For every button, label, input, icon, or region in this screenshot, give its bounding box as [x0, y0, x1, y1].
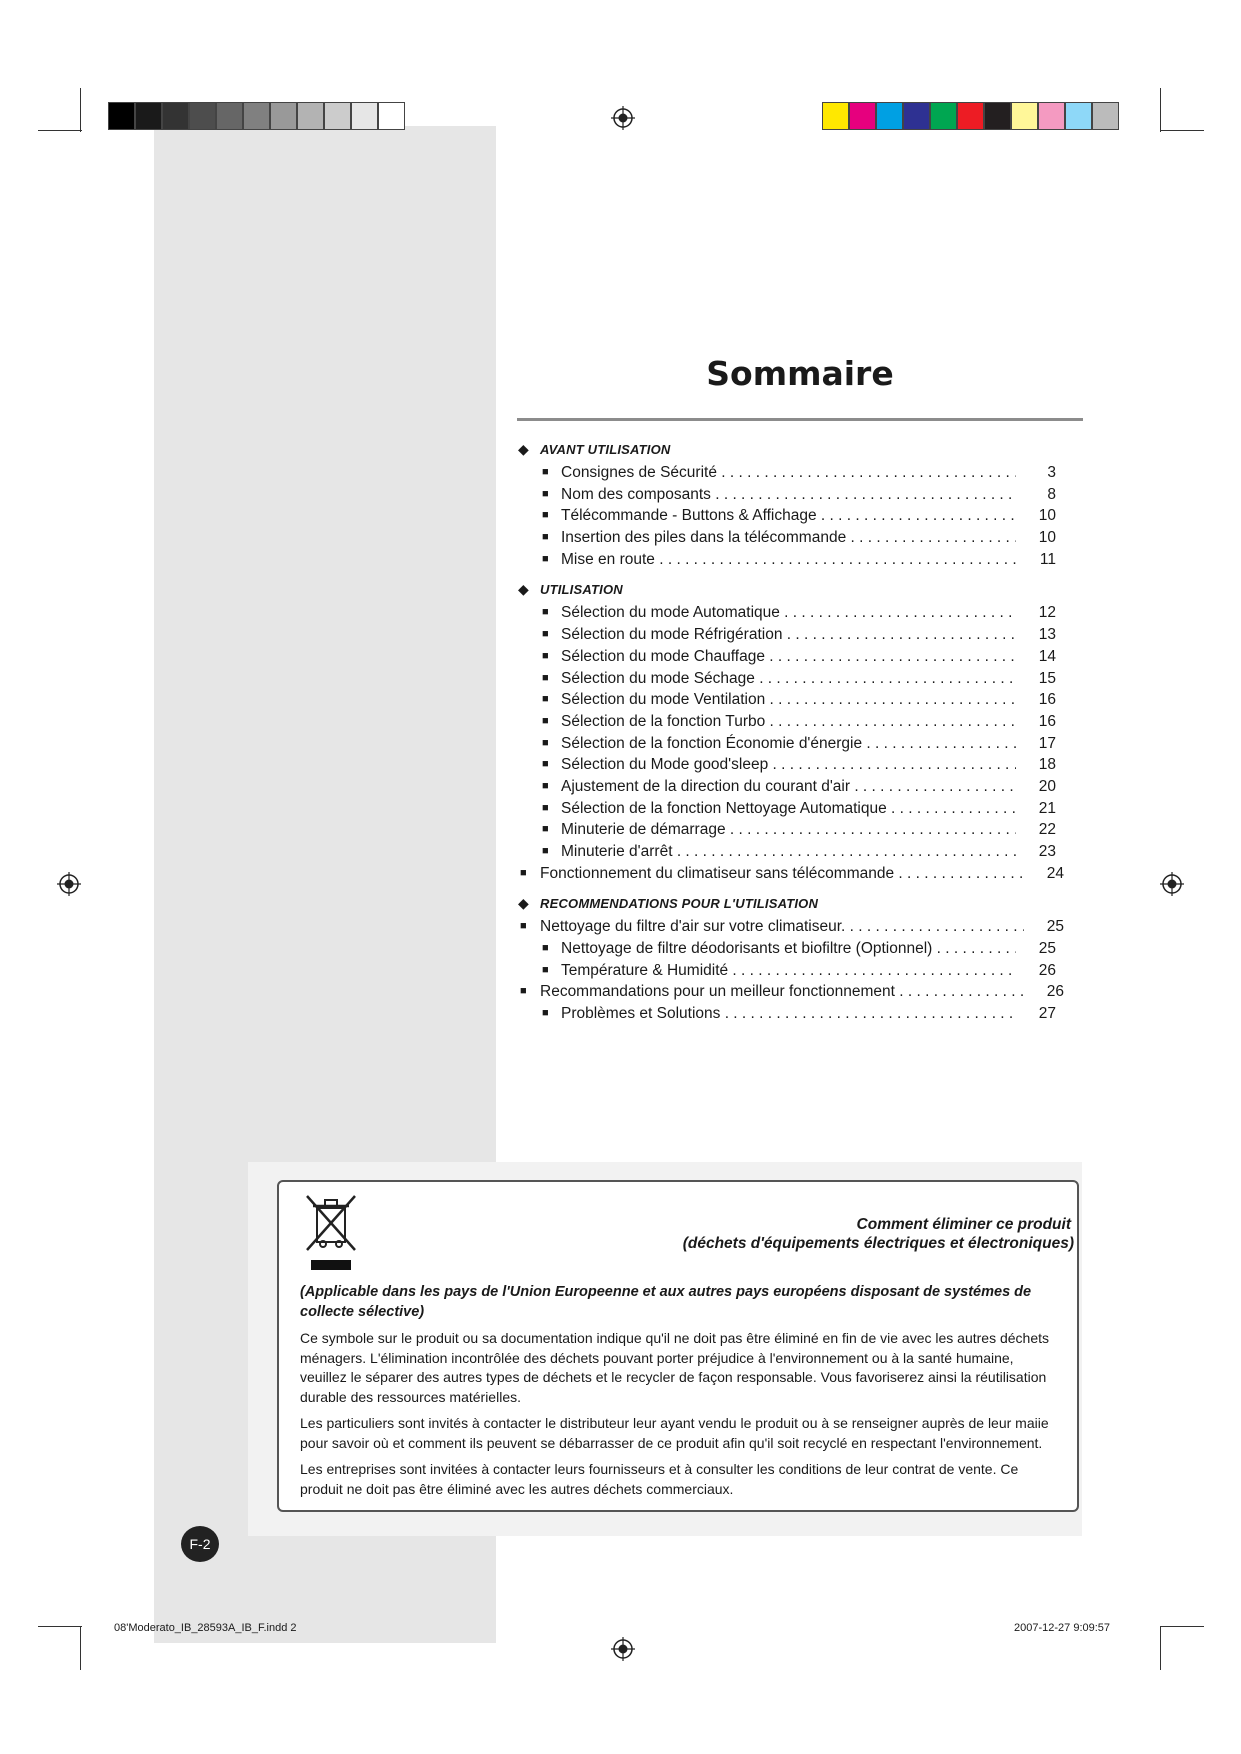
- gray-swatch: [216, 102, 243, 130]
- crop-mark: [38, 1626, 82, 1627]
- toc-entry-page: 27: [1038, 1005, 1056, 1023]
- gray-swatch: [135, 102, 162, 130]
- square-bullet-icon: ■: [542, 671, 549, 684]
- diamond-bullet-icon: ◆: [518, 441, 529, 457]
- toc-section-title: RECOMMENDATIONS POUR L'UTILISATION: [540, 896, 819, 912]
- page-title: Sommaire: [706, 354, 894, 393]
- toc-entry[interactable]: [512, 776, 1072, 798]
- square-bullet-icon: ■: [542, 531, 549, 544]
- toc-entry-page: 17: [1038, 734, 1056, 752]
- gray-swatch: [378, 102, 405, 130]
- toc-entry[interactable]: [512, 668, 1072, 690]
- square-bullet-icon: ■: [542, 487, 549, 500]
- square-bullet-icon: ■: [542, 823, 549, 836]
- toc-entry[interactable]: [512, 462, 1072, 484]
- color-swatch: [1065, 102, 1092, 130]
- toc-entry-label: Minuterie d'arrêt . . .: [561, 841, 1016, 863]
- toc-entry-page: 14: [1038, 647, 1056, 665]
- crossed-bin-icon: [301, 1192, 361, 1276]
- square-bullet-icon: ■: [520, 866, 527, 879]
- toc-entry[interactable]: [512, 549, 1072, 571]
- toc-entry-label: Nettoyage du filtre d'air sur votre climatiseur. . . .: [540, 916, 1024, 938]
- toc-entry[interactable]: [512, 689, 1072, 711]
- toc-entry-page: 8: [1047, 485, 1056, 503]
- toc-entry[interactable]: [512, 484, 1072, 506]
- registration-mark-icon: [611, 1637, 635, 1661]
- crop-mark: [1160, 1626, 1161, 1670]
- gray-swatch: [243, 102, 270, 130]
- toc-section-heading: [512, 440, 1072, 462]
- color-swatch: [957, 102, 984, 130]
- toc-entry-label: Télécommande - Buttons & Affichage . . .: [561, 505, 1016, 527]
- toc-entry-page: 26: [1046, 983, 1064, 1001]
- toc-entry-page: 16: [1038, 712, 1056, 730]
- toc-entry[interactable]: [512, 1003, 1072, 1025]
- toc-entry[interactable]: [512, 916, 1072, 938]
- crop-mark: [80, 88, 81, 132]
- square-bullet-icon: ■: [542, 628, 549, 641]
- gray-swatch: [324, 102, 351, 130]
- color-swatch: [1038, 102, 1065, 130]
- toc-entry-label: Minuterie de démarrage . . .: [561, 819, 1016, 841]
- square-bullet-icon: ■: [542, 606, 549, 619]
- toc-entry-label: Problèmes et Solutions . . .: [561, 1003, 1016, 1025]
- toc-entry-label: Nom des composants . . .: [561, 484, 1016, 506]
- footer-filename: 08'Moderato_IB_28593A_IB_F.indd 2: [114, 1622, 297, 1634]
- toc-entry-page: 25: [1046, 918, 1064, 936]
- toc-entry[interactable]: [512, 505, 1072, 527]
- crop-mark: [38, 130, 82, 131]
- square-bullet-icon: ■: [520, 920, 527, 933]
- toc-section-heading: [512, 894, 1072, 916]
- crop-mark: [1160, 1626, 1204, 1627]
- footer-timestamp: 2007-12-27 9:09:57: [1014, 1622, 1111, 1634]
- crop-mark: [80, 1626, 81, 1670]
- toc-entry-page: 12: [1038, 604, 1056, 622]
- toc-entry-label: Sélection du mode Chauffage . . .: [561, 646, 1016, 668]
- toc-entry-label: Nettoyage de filtre déodorisants et biofiltre (Optionnel) . . .: [561, 938, 1016, 960]
- crop-mark: [1160, 130, 1204, 131]
- color-swatch: [822, 102, 849, 130]
- color-swatch: [1092, 102, 1119, 130]
- toc-entry-label: Sélection du mode Automatique . . .: [561, 602, 1016, 624]
- table-of-contents: [512, 440, 1072, 1025]
- gray-swatch: [270, 102, 297, 130]
- square-bullet-icon: ■: [542, 693, 549, 706]
- square-bullet-icon: ■: [542, 509, 549, 522]
- toc-entry[interactable]: [512, 841, 1072, 863]
- toc-entry[interactable]: [512, 646, 1072, 668]
- square-bullet-icon: ■: [542, 758, 549, 771]
- toc-entry-label: Ajustement de la direction du courant d'air . . .: [561, 776, 1016, 798]
- toc-entry-page: 3: [1047, 464, 1056, 481]
- notice-paragraph: Ce symbole sur le produit ou sa documentation indique qu'il ne doit pas être éliminé en fin de vie avec les autres déchets ménagers. L'élimination incontrôlée des déchets pouvant porter préjudice à l'environnement ou à la santé humaine, veuillez le séparer des autres types de déchets et le recycler de façon responsable. Vous favoriserez ainsi la réutilisation durable des ressources matérielles.: [300, 1330, 1049, 1405]
- gray-swatch: [351, 102, 378, 130]
- gray-swatch: [297, 102, 324, 130]
- toc-entry[interactable]: [512, 981, 1072, 1003]
- toc-entry-page: 23: [1038, 843, 1056, 860]
- color-swatch: [930, 102, 957, 130]
- toc-entry-label: Sélection de la fonction Turbo . . .: [561, 711, 1016, 733]
- toc-entry-page: 26: [1038, 961, 1056, 979]
- toc-entry-label: Recommandations pour un meilleur fonctionnement . . .: [540, 981, 1024, 1003]
- gray-swatch: [162, 102, 189, 130]
- notice-paragraph: Les particuliers sont invités à contacter le distributeur leur ayant vendu le produit ou à se renseigner auprès de leur maiie pour savoir où et comment ils peuvent se débarrasser de ce produit afin qu'il soit recyclé en respectant l'environnement.: [300, 1415, 1049, 1451]
- color-swatch: [984, 102, 1011, 130]
- square-bullet-icon: ■: [542, 649, 549, 662]
- square-bullet-icon: ■: [542, 845, 549, 857]
- toc-entry-page: 10: [1038, 529, 1056, 547]
- square-bullet-icon: ■: [542, 714, 549, 727]
- toc-section-title: UTILISATION: [540, 582, 623, 598]
- toc-entry-label: Sélection du mode Ventilation . . .: [561, 689, 1016, 711]
- square-bullet-icon: ■: [542, 1007, 549, 1020]
- toc-entry-label: Sélection du mode Séchage . . .: [561, 668, 1016, 690]
- registration-mark-icon: [1160, 872, 1184, 896]
- toc-entry-page: 22: [1038, 821, 1056, 839]
- toc-entry-page: 21: [1038, 799, 1056, 817]
- color-swatch: [849, 102, 876, 130]
- toc-section-heading: [512, 580, 1072, 602]
- toc-entry[interactable]: [512, 798, 1072, 820]
- toc-entry[interactable]: [512, 754, 1072, 776]
- toc-entry[interactable]: [512, 624, 1072, 646]
- toc-entry-label: Insertion des piles dans la télécommande . . .: [561, 527, 1016, 549]
- toc-entry-page: 13: [1038, 626, 1056, 644]
- notice-subtitle: (déchets d'équipements électriques et électroniques): [682, 1235, 1074, 1252]
- toc-entry-page: 18: [1038, 756, 1056, 774]
- square-bullet-icon: ■: [542, 779, 549, 792]
- toc-entry[interactable]: [512, 938, 1072, 960]
- page-number-badge: F-2: [181, 1526, 219, 1562]
- gray-swatch: [108, 102, 135, 130]
- toc-entry-label: Température & Humidité . . .: [561, 960, 1016, 982]
- toc-entry-page: 11: [1039, 550, 1056, 568]
- toc-entry-page: 15: [1038, 669, 1056, 687]
- toc-entry[interactable]: [512, 527, 1072, 549]
- toc-entry[interactable]: [512, 602, 1072, 624]
- toc-entry-label: Sélection du Mode good'sleep . . .: [561, 754, 1016, 776]
- toc-entry-page: 25: [1038, 940, 1056, 958]
- color-swatch: [1011, 102, 1038, 130]
- notice-applicable: (Applicable dans les pays de l'Union Europeenne et aux autres pays européens disposant de systémes de collecte sélective): [300, 1284, 1032, 1320]
- toc-entry-page: 16: [1038, 691, 1056, 709]
- square-bullet-icon: ■: [542, 466, 549, 478]
- square-bullet-icon: ■: [542, 801, 549, 814]
- toc-entry-page: 20: [1038, 777, 1056, 795]
- toc-entry-label: Sélection du mode Réfrigération . . .: [561, 624, 1016, 646]
- toc-entry-label: Sélection de la fonction Économie d'énergie . . .: [561, 733, 1016, 755]
- square-bullet-icon: ■: [520, 985, 527, 998]
- color-swatch: [876, 102, 903, 130]
- diamond-bullet-icon: ◆: [518, 581, 529, 598]
- toc-entry[interactable]: [512, 819, 1072, 841]
- registration-mark-icon: [611, 106, 635, 130]
- registration-mark-icon: [57, 872, 81, 896]
- toc-entry-label: Consignes de Sécurité . . .: [561, 462, 1016, 484]
- color-swatch: [903, 102, 930, 130]
- toc-entry-label: Mise en route . . .: [561, 549, 1016, 571]
- crop-mark: [1160, 88, 1161, 132]
- toc-entry-label: Fonctionnement du climatiseur sans télécommande . . .: [540, 863, 1024, 885]
- diamond-bullet-icon: ◆: [518, 895, 529, 912]
- toc-entry-page: 24: [1046, 864, 1064, 882]
- toc-entry[interactable]: [512, 960, 1072, 982]
- title-divider: [517, 418, 1083, 421]
- square-bullet-icon: ■: [542, 942, 549, 955]
- toc-entry-page: 10: [1038, 507, 1056, 525]
- toc-section-title: AVANT UTILISATION: [540, 442, 671, 457]
- notice-body: [300, 1283, 1060, 1506]
- notice-paragraph: Les entreprises sont invitées à contacter leurs fournisseurs et à consulter les conditions de leur contrat de vente. Ce produit ne doit pas être éliminé avec les autres déchets commerciaux.: [300, 1461, 1019, 1497]
- gray-swatch: [189, 102, 216, 130]
- square-bullet-icon: ■: [542, 963, 549, 976]
- toc-entry-label: Sélection de la fonction Nettoyage Automatique . . .: [561, 798, 1016, 820]
- toc-entry[interactable]: [512, 863, 1072, 885]
- notice-title: Comment éliminer ce produit: [856, 1216, 1071, 1233]
- toc-entry[interactable]: [512, 733, 1072, 755]
- toc-entry[interactable]: [512, 711, 1072, 733]
- square-bullet-icon: ■: [542, 552, 549, 565]
- square-bullet-icon: ■: [542, 736, 549, 749]
